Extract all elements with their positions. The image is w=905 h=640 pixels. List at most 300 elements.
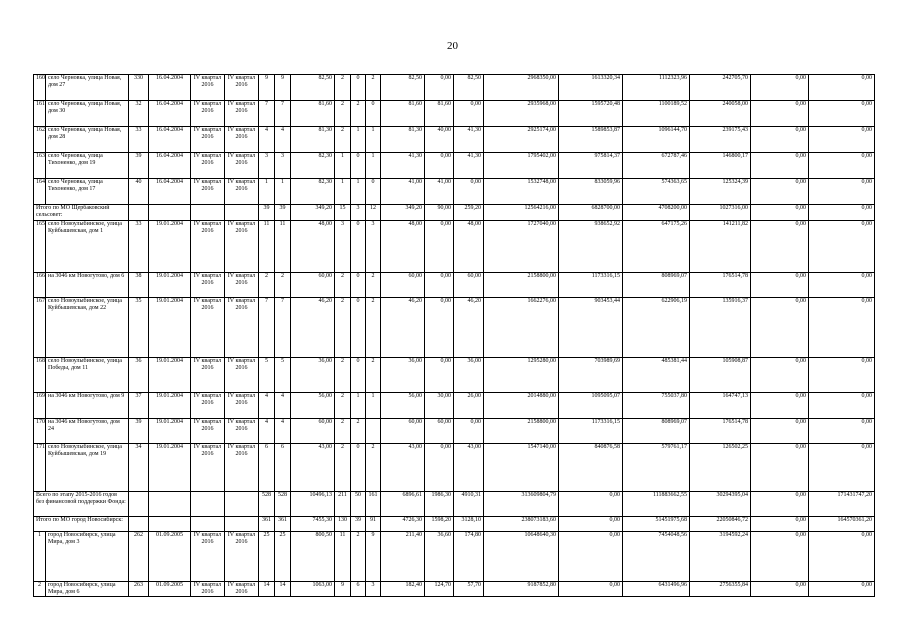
- a3-cell: 4910,31: [454, 492, 484, 517]
- f3-cell: 91: [366, 517, 381, 532]
- other-cell: 0,00: [751, 444, 809, 492]
- table-row: [34, 582, 875, 597]
- a1-cell: 81,60: [381, 101, 425, 127]
- fund-cell: 1095095,07: [559, 393, 623, 419]
- fund-cell: 0,00: [559, 517, 623, 532]
- a2-cell: 0,00: [425, 75, 454, 101]
- c2-cell: 2: [275, 273, 291, 298]
- f2-cell: 1: [351, 393, 366, 419]
- area-cell: 10496,13: [291, 492, 335, 517]
- document-date-cell: 16.04.2004: [149, 101, 191, 127]
- c2-cell: 6: [275, 444, 291, 492]
- a3-cell: 0,00: [454, 419, 484, 444]
- other-cell: 0,00: [751, 582, 809, 597]
- document-number-cell: 32: [129, 101, 149, 127]
- f1-cell: 2: [335, 75, 351, 101]
- address-cell: село Новоулыбинское, улица Куйбышевская, дом 22: [46, 298, 129, 358]
- local-cell: 146800,17: [690, 153, 751, 179]
- other-cell: 0,00: [751, 127, 809, 153]
- a1-cell: 182,40: [381, 582, 425, 597]
- planned-date-cell: IV квартал 2016: [191, 444, 225, 492]
- a2-cell: 0,00: [425, 273, 454, 298]
- other-cell: 0,00: [751, 358, 809, 393]
- f3-cell: 1: [366, 393, 381, 419]
- a1-cell: 82,50: [381, 75, 425, 101]
- table-body: [34, 75, 875, 597]
- f1-cell: 1: [335, 179, 351, 205]
- c1-cell: 7: [259, 101, 275, 127]
- total-cell: 10648640,30: [484, 532, 559, 582]
- table-row: [34, 273, 875, 298]
- a3-cell: 60,00: [454, 273, 484, 298]
- f2-cell: 0: [351, 358, 366, 393]
- document-number-cell: 36: [129, 358, 149, 393]
- area-cell: 82,30: [291, 153, 335, 179]
- c2-cell: 11: [275, 221, 291, 273]
- a2-cell: 1598,20: [425, 517, 454, 532]
- f2-cell: 2: [351, 532, 366, 582]
- other-cell: 0,00: [751, 532, 809, 582]
- c2-cell: 25: [275, 532, 291, 582]
- total-cell: 1727040,00: [484, 221, 559, 273]
- a2-cell: 0,00: [425, 298, 454, 358]
- c2-cell: 7: [275, 298, 291, 358]
- completion-date-cell: IV квартал 2016: [225, 153, 259, 179]
- total-cell: 2968350,00: [484, 75, 559, 101]
- f3-cell: 3: [366, 582, 381, 597]
- budget-cell: 755037,80: [623, 393, 690, 419]
- c2-cell: 361: [275, 517, 291, 532]
- row-number-cell: 1: [34, 532, 46, 582]
- total-label-cell: Итого по МО Щербаковский сельсовет:: [34, 205, 129, 221]
- document-number-cell: 34: [129, 444, 149, 492]
- f2-cell: 6: [351, 582, 366, 597]
- empty-cell: [191, 492, 225, 517]
- extra-cell: 0,00: [809, 205, 875, 221]
- fund-cell: 840876,58: [559, 444, 623, 492]
- a1-cell: 41,30: [381, 153, 425, 179]
- row-number-cell: 163: [34, 153, 46, 179]
- budget-cell: 1100189,52: [623, 101, 690, 127]
- budget-cell: 647175,26: [623, 221, 690, 273]
- f2-cell: 2: [351, 419, 366, 444]
- total-row: [34, 517, 875, 532]
- document-number-cell: 33: [129, 221, 149, 273]
- c1-cell: 528: [259, 492, 275, 517]
- f3-cell: 0: [366, 179, 381, 205]
- address-cell: на 3046 км Новогутово, дом 9: [46, 393, 129, 419]
- a3-cell: 46,20: [454, 298, 484, 358]
- f2-cell: 1: [351, 179, 366, 205]
- local-cell: 105908,87: [690, 358, 751, 393]
- a1-cell: 349,20: [381, 205, 425, 221]
- c1-cell: 1: [259, 179, 275, 205]
- address-cell: село Черновка, улица Тихоненко, дом 19: [46, 153, 129, 179]
- f3-cell: 12: [366, 205, 381, 221]
- completion-date-cell: IV квартал 2016: [225, 75, 259, 101]
- other-cell: 0,00: [751, 221, 809, 273]
- completion-date-cell: IV квартал 2016: [225, 582, 259, 597]
- planned-date-cell: IV квартал 2016: [191, 127, 225, 153]
- total-cell: 2925174,00: [484, 127, 559, 153]
- planned-date-cell: IV квартал 2016: [191, 419, 225, 444]
- a3-cell: 26,00: [454, 393, 484, 419]
- c2-cell: 9: [275, 75, 291, 101]
- area-cell: 43,00: [291, 444, 335, 492]
- total-cell: 2014880,00: [484, 393, 559, 419]
- a3-cell: 36,00: [454, 358, 484, 393]
- row-number-cell: 2: [34, 582, 46, 597]
- planned-date-cell: IV квартал 2016: [191, 153, 225, 179]
- document-number-cell: 37: [129, 393, 149, 419]
- row-number-cell: 168: [34, 358, 46, 393]
- c1-cell: 3: [259, 153, 275, 179]
- extra-cell: 0,00: [809, 273, 875, 298]
- other-cell: 0,00: [751, 517, 809, 532]
- local-cell: 176514,78: [690, 273, 751, 298]
- a2-cell: 81,60: [425, 101, 454, 127]
- c2-cell: 14: [275, 582, 291, 597]
- a2-cell: 1986,30: [425, 492, 454, 517]
- empty-cell: [191, 517, 225, 532]
- f3-cell: 3: [366, 221, 381, 273]
- budget-cell: 808969,07: [623, 419, 690, 444]
- housing-program-table: [33, 74, 875, 597]
- other-cell: 0,00: [751, 298, 809, 358]
- total-cell: 1295280,00: [484, 358, 559, 393]
- planned-date-cell: IV квартал 2016: [191, 393, 225, 419]
- total-label-cell: Итого по МО город Новосибирск:: [34, 517, 129, 532]
- total-cell: 1547140,00: [484, 444, 559, 492]
- area-cell: 800,50: [291, 532, 335, 582]
- f3-cell: 1: [366, 127, 381, 153]
- document-number-cell: 330: [129, 75, 149, 101]
- address-cell: село Новоулыбинское, улица Победы, дом 11: [46, 358, 129, 393]
- f3-cell: 0: [366, 101, 381, 127]
- local-cell: 1027316,00: [690, 205, 751, 221]
- document-number-cell: 40: [129, 179, 149, 205]
- a1-cell: 36,00: [381, 358, 425, 393]
- fund-cell: 0,00: [559, 492, 623, 517]
- table-row: [34, 179, 875, 205]
- a1-cell: 4726,30: [381, 517, 425, 532]
- f1-cell: 11: [335, 532, 351, 582]
- completion-date-cell: IV квартал 2016: [225, 444, 259, 492]
- extra-cell: 0,00: [809, 444, 875, 492]
- empty-cell: [149, 517, 191, 532]
- c1-cell: 14: [259, 582, 275, 597]
- table-row: [34, 358, 875, 393]
- fund-cell: 903453,44: [559, 298, 623, 358]
- total-cell: 1662276,00: [484, 298, 559, 358]
- extra-cell: 164570361,20: [809, 517, 875, 532]
- budget-cell: 51451975,68: [623, 517, 690, 532]
- address-cell: село Новоулыбинское, улица Куйбышевская, дом 1: [46, 221, 129, 273]
- other-cell: 0,00: [751, 75, 809, 101]
- extra-cell: 0,00: [809, 127, 875, 153]
- planned-date-cell: IV квартал 2016: [191, 273, 225, 298]
- f1-cell: 2: [335, 127, 351, 153]
- a1-cell: 6896,61: [381, 492, 425, 517]
- area-cell: 60,00: [291, 419, 335, 444]
- row-number-cell: 169: [34, 393, 46, 419]
- table-row: [34, 127, 875, 153]
- c1-cell: 9: [259, 75, 275, 101]
- c2-cell: 3: [275, 153, 291, 179]
- f3-cell: 161: [366, 492, 381, 517]
- a2-cell: 0,00: [425, 153, 454, 179]
- area-cell: 36,00: [291, 358, 335, 393]
- total-cell: 12564216,00: [484, 205, 559, 221]
- document-number-cell: 39: [129, 419, 149, 444]
- f1-cell: 2: [335, 393, 351, 419]
- empty-cell: [129, 517, 149, 532]
- fund-cell: 6828700,00: [559, 205, 623, 221]
- local-cell: 135916,37: [690, 298, 751, 358]
- completion-date-cell: IV квартал 2016: [225, 419, 259, 444]
- empty-cell: [129, 492, 149, 517]
- c1-cell: 4: [259, 393, 275, 419]
- page-number: 20: [447, 40, 458, 52]
- extra-cell: 0,00: [809, 179, 875, 205]
- row-number-cell: 171: [34, 444, 46, 492]
- a2-cell: 41,00: [425, 179, 454, 205]
- other-cell: 0,00: [751, 153, 809, 179]
- f2-cell: 39: [351, 517, 366, 532]
- a3-cell: 48,00: [454, 221, 484, 273]
- extra-cell: 171431747,20: [809, 492, 875, 517]
- f2-cell: 0: [351, 75, 366, 101]
- other-cell: 0,00: [751, 205, 809, 221]
- fund-cell: 1173316,15: [559, 273, 623, 298]
- table-row: [34, 221, 875, 273]
- completion-date-cell: IV квартал 2016: [225, 358, 259, 393]
- document-date-cell: 19.01.2004: [149, 358, 191, 393]
- row-number-cell: 161: [34, 101, 46, 127]
- a1-cell: 56,00: [381, 393, 425, 419]
- f1-cell: 3: [335, 221, 351, 273]
- a2-cell: 90,00: [425, 205, 454, 221]
- a1-cell: 46,20: [381, 298, 425, 358]
- local-cell: 126502,25: [690, 444, 751, 492]
- empty-cell: [129, 205, 149, 221]
- a3-cell: 82,50: [454, 75, 484, 101]
- f2-cell: 0: [351, 221, 366, 273]
- local-cell: 30294395,04: [690, 492, 751, 517]
- planned-date-cell: IV квартал 2016: [191, 101, 225, 127]
- other-cell: 0,00: [751, 101, 809, 127]
- a2-cell: 124,70: [425, 582, 454, 597]
- total-cell: 9187852,80: [484, 582, 559, 597]
- total-cell: 1532748,00: [484, 179, 559, 205]
- f3-cell: 2: [366, 75, 381, 101]
- fund-cell: 0,00: [559, 532, 623, 582]
- extra-cell: 0,00: [809, 153, 875, 179]
- address-cell: село Черновка, улица Тихоненко, дом 17: [46, 179, 129, 205]
- document-date-cell: 19.01.2004: [149, 393, 191, 419]
- area-cell: 349,20: [291, 205, 335, 221]
- f2-cell: 0: [351, 298, 366, 358]
- a2-cell: 40,00: [425, 127, 454, 153]
- budget-cell: 1096144,70: [623, 127, 690, 153]
- f3-cell: 2: [366, 358, 381, 393]
- document-number-cell: 262: [129, 532, 149, 582]
- fund-cell: 1173316,15: [559, 419, 623, 444]
- total-cell: 313609804,79: [484, 492, 559, 517]
- completion-date-cell: IV квартал 2016: [225, 298, 259, 358]
- area-cell: 46,20: [291, 298, 335, 358]
- budget-cell: 579761,17: [623, 444, 690, 492]
- fund-cell: 1595720,48: [559, 101, 623, 127]
- a3-cell: 43,00: [454, 444, 484, 492]
- f2-cell: 50: [351, 492, 366, 517]
- row-number-cell: 170: [34, 419, 46, 444]
- address-cell: село Черновка, улица Новая, дом 28: [46, 127, 129, 153]
- c2-cell: 5: [275, 358, 291, 393]
- area-cell: 56,00: [291, 393, 335, 419]
- local-cell: 141211,82: [690, 221, 751, 273]
- planned-date-cell: IV квартал 2016: [191, 358, 225, 393]
- document-date-cell: 01.09.2005: [149, 582, 191, 597]
- total-cell: 1795402,00: [484, 153, 559, 179]
- extra-cell: 0,00: [809, 75, 875, 101]
- a3-cell: 0,00: [454, 179, 484, 205]
- f1-cell: 15: [335, 205, 351, 221]
- area-cell: 60,00: [291, 273, 335, 298]
- local-cell: 22050846,72: [690, 517, 751, 532]
- address-cell: город Новосибирск, улица Мира, дом 6: [46, 582, 129, 597]
- c2-cell: 528: [275, 492, 291, 517]
- a3-cell: 41,30: [454, 127, 484, 153]
- table-row: [34, 419, 875, 444]
- c1-cell: 361: [259, 517, 275, 532]
- f2-cell: 0: [351, 273, 366, 298]
- total-cell: 2158800,00: [484, 273, 559, 298]
- fund-cell: 703989,69: [559, 358, 623, 393]
- document-date-cell: 01.09.2005: [149, 532, 191, 582]
- document-date-cell: 19.01.2004: [149, 419, 191, 444]
- local-cell: 3194592,24: [690, 532, 751, 582]
- c1-cell: 2: [259, 273, 275, 298]
- a1-cell: 211,40: [381, 532, 425, 582]
- f3-cell: 1: [366, 153, 381, 179]
- fund-cell: 1589853,87: [559, 127, 623, 153]
- fund-cell: 0,00: [559, 582, 623, 597]
- area-cell: 1063,00: [291, 582, 335, 597]
- local-cell: 239175,43: [690, 127, 751, 153]
- c2-cell: 4: [275, 419, 291, 444]
- address-cell: город Новосибирск, улица Мира, дом 3: [46, 532, 129, 582]
- planned-date-cell: IV квартал 2016: [191, 221, 225, 273]
- extra-cell: 0,00: [809, 358, 875, 393]
- completion-date-cell: IV квартал 2016: [225, 127, 259, 153]
- a3-cell: 0,00: [454, 101, 484, 127]
- extra-cell: 0,00: [809, 582, 875, 597]
- budget-cell: 111883662,55: [623, 492, 690, 517]
- total-label-cell: Всего по этапу 2015-2016 годов без финансовой поддержки Фонда:: [34, 492, 129, 517]
- total-row: [34, 205, 875, 221]
- c2-cell: 39: [275, 205, 291, 221]
- completion-date-cell: IV квартал 2016: [225, 532, 259, 582]
- document-date-cell: 19.01.2004: [149, 273, 191, 298]
- budget-cell: 808969,07: [623, 273, 690, 298]
- area-cell: 48,00: [291, 221, 335, 273]
- planned-date-cell: IV квартал 2016: [191, 75, 225, 101]
- other-cell: 0,00: [751, 273, 809, 298]
- table-row: [34, 75, 875, 101]
- empty-cell: [225, 517, 259, 532]
- document-date-cell: 19.01.2004: [149, 298, 191, 358]
- a3-cell: 174,80: [454, 532, 484, 582]
- table-row: [34, 444, 875, 492]
- budget-cell: 1112323,96: [623, 75, 690, 101]
- budget-cell: 574363,65: [623, 179, 690, 205]
- fund-cell: 975814,37: [559, 153, 623, 179]
- document-date-cell: 16.04.2004: [149, 153, 191, 179]
- table-row: [34, 532, 875, 582]
- f1-cell: 211: [335, 492, 351, 517]
- fund-cell: 833059,96: [559, 179, 623, 205]
- address-cell: село Черновка, улица Новая, дом 30: [46, 101, 129, 127]
- a3-cell: 259,20: [454, 205, 484, 221]
- document-date-cell: 19.01.2004: [149, 221, 191, 273]
- row-number-cell: 165: [34, 221, 46, 273]
- document-date-cell: 16.04.2004: [149, 179, 191, 205]
- row-number-cell: 167: [34, 298, 46, 358]
- local-cell: 2756355,84: [690, 582, 751, 597]
- f2-cell: 3: [351, 205, 366, 221]
- area-cell: 81,60: [291, 101, 335, 127]
- f2-cell: 0: [351, 153, 366, 179]
- table-row: [34, 298, 875, 358]
- planned-date-cell: IV квартал 2016: [191, 298, 225, 358]
- f2-cell: 1: [351, 127, 366, 153]
- a1-cell: 60,00: [381, 419, 425, 444]
- other-cell: 0,00: [751, 179, 809, 205]
- c1-cell: 39: [259, 205, 275, 221]
- f1-cell: 2: [335, 273, 351, 298]
- f1-cell: 2: [335, 298, 351, 358]
- a2-cell: 60,00: [425, 419, 454, 444]
- c1-cell: 7: [259, 298, 275, 358]
- other-cell: 0,00: [751, 492, 809, 517]
- a2-cell: 36,60: [425, 532, 454, 582]
- c2-cell: 4: [275, 127, 291, 153]
- extra-cell: 0,00: [809, 532, 875, 582]
- extra-cell: 0,00: [809, 221, 875, 273]
- document-date-cell: 16.04.2004: [149, 127, 191, 153]
- document-number-cell: 38: [129, 273, 149, 298]
- local-cell: 242705,70: [690, 75, 751, 101]
- f1-cell: 2: [335, 358, 351, 393]
- extra-cell: 0,00: [809, 393, 875, 419]
- a2-cell: 0,00: [425, 444, 454, 492]
- empty-cell: [225, 205, 259, 221]
- row-number-cell: 166: [34, 273, 46, 298]
- row-number-cell: 162: [34, 127, 46, 153]
- total-cell: 238073183,60: [484, 517, 559, 532]
- address-cell: на 3046 км Новогутово, дом 6: [46, 273, 129, 298]
- address-cell: на 3046 км Новогутово, дом 24: [46, 419, 129, 444]
- empty-cell: [225, 492, 259, 517]
- area-cell: 81,30: [291, 127, 335, 153]
- a1-cell: 43,00: [381, 444, 425, 492]
- row-number-cell: 160: [34, 75, 46, 101]
- f3-cell: 9: [366, 532, 381, 582]
- f1-cell: 1: [335, 153, 351, 179]
- f3-cell: 2: [366, 273, 381, 298]
- total-cell: 2158800,00: [484, 419, 559, 444]
